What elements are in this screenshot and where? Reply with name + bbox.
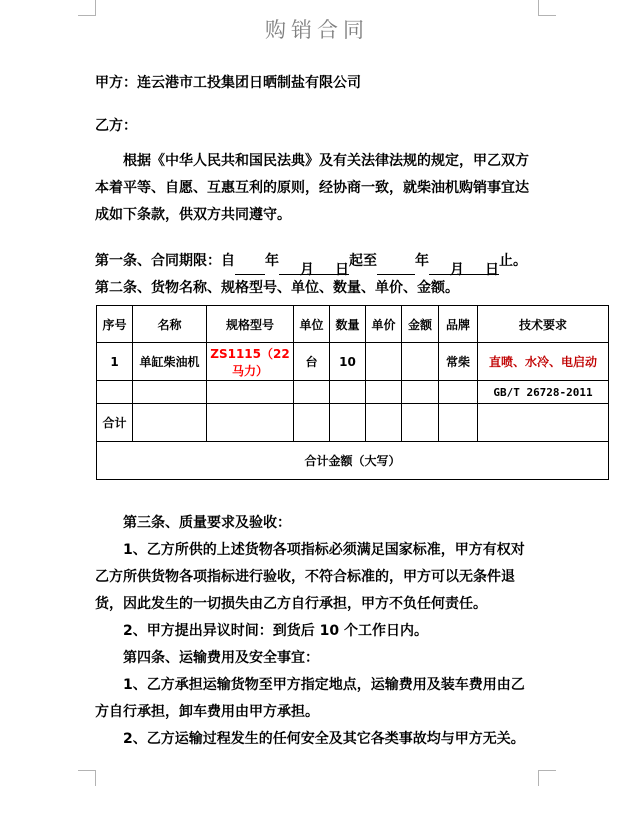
cell-tech: 直喷、水冷、电启动	[478, 343, 609, 381]
cell-brand	[439, 404, 478, 442]
cell-amount	[402, 404, 439, 442]
grand-total-label: 合计金额（大写）	[97, 442, 609, 480]
cell-index	[97, 381, 133, 404]
cell-spec	[207, 381, 294, 404]
cell-spec: ZS1115（22马力）	[207, 343, 294, 381]
clause-1-text: 止。	[499, 253, 527, 269]
cell-price	[366, 381, 402, 404]
col-header-brand: 品牌	[439, 306, 478, 343]
clause-2-heading: 第二条、货物名称、规格型号、单位、数量、单价、金额。	[95, 280, 459, 296]
col-header-price: 单价	[366, 306, 402, 343]
clause-1-term-line	[95, 248, 538, 278]
fill-in-blank[interactable]: 日	[321, 257, 349, 275]
col-header-tech: 技术要求	[478, 306, 609, 343]
cell-name: 单缸柴油机	[133, 343, 207, 381]
cell-index: 1	[97, 343, 133, 381]
cell-unit	[294, 381, 330, 404]
clause-1-text: 起至	[349, 253, 377, 269]
cell-standard: GB/T 26728-2011	[478, 381, 609, 404]
clause-1-text: 第一条、合同期限：自	[95, 253, 235, 269]
cell-qty: 10	[330, 343, 366, 381]
clause-1-text: 年	[265, 253, 279, 269]
cell-name	[133, 381, 207, 404]
fill-in-blank[interactable]: 月	[279, 257, 321, 275]
cell-unit	[294, 404, 330, 442]
document-title: 购销合同	[265, 18, 369, 42]
table-row	[97, 343, 609, 381]
col-header-spec: 规格型号	[207, 306, 294, 343]
preamble-paragraph: 根据《中华人民共和国民法典》及有关法律法规的规定，甲乙双方本着平等、自愿、互惠互利的原则，经协商一致，就柴油机购销事宜达成如下条款，供双方共同遵守。	[95, 153, 529, 223]
cell-tech	[478, 404, 609, 442]
fill-in-blank[interactable]: 月	[429, 257, 471, 275]
cell-amount	[402, 343, 439, 381]
margin-mark-bottom-right-icon	[538, 770, 556, 786]
clauses-3-4	[95, 510, 538, 753]
clause-1-text: 年	[415, 253, 429, 269]
clause-paragraph: 1、乙方所供的上述货物各项指标必须满足国家标准，甲方有权对乙方所供货物各项指标进行验收，不符合标准的，甲方可以无条件退货，因此发生的一切损失由乙方自行承担，甲方不负任何责任。	[95, 542, 525, 612]
cell-spec	[207, 404, 294, 442]
clause-paragraph: 2、乙方运输过程发生的任何安全及其它各类事故均与甲方无关。	[123, 731, 525, 747]
fill-in-blank[interactable]: 日	[471, 257, 499, 275]
clause-paragraph: 第四条、运输费用及安全事宜：	[123, 650, 319, 666]
table-row	[97, 381, 609, 404]
margin-mark-top-left-icon	[78, 0, 96, 16]
col-header-name: 名称	[133, 306, 207, 343]
party-a-line: 甲方：连云港市工投集团日晒制盐有限公司	[95, 75, 361, 91]
col-header-amount: 金额	[402, 306, 439, 343]
cell-unit: 台	[294, 343, 330, 381]
cell-brand: 常柴	[439, 343, 478, 381]
clause-paragraph: 1、乙方承担运输货物至甲方指定地点，运输费用及装车费用由乙方自行承担，卸车费用由甲方承担。	[95, 677, 525, 720]
clause-paragraph: 第三条、质量要求及验收：	[123, 515, 291, 531]
party-b-line: 乙方：	[95, 118, 137, 134]
cell-amount	[402, 381, 439, 404]
cell-qty	[330, 404, 366, 442]
goods-table	[96, 305, 609, 480]
fill-in-blank[interactable]	[235, 257, 265, 275]
cell-name	[133, 404, 207, 442]
cell-qty	[330, 381, 366, 404]
cell-brand	[439, 381, 478, 404]
table-footer-row	[97, 442, 609, 480]
fill-in-blank[interactable]	[377, 257, 415, 275]
col-header-index: 序号	[97, 306, 133, 343]
margin-mark-top-right-icon	[538, 0, 556, 16]
col-header-unit: 单位	[294, 306, 330, 343]
col-header-qty: 数量	[330, 306, 366, 343]
margin-mark-bottom-left-icon	[78, 770, 96, 786]
table-total-row	[97, 404, 609, 442]
cell-price	[366, 343, 402, 381]
table-header-row	[97, 306, 609, 343]
cell-price	[366, 404, 402, 442]
clause-paragraph: 2、甲方提出异议时间：到货后 10 个工作日内。	[123, 623, 428, 639]
cell-total-label: 合计	[97, 404, 133, 442]
